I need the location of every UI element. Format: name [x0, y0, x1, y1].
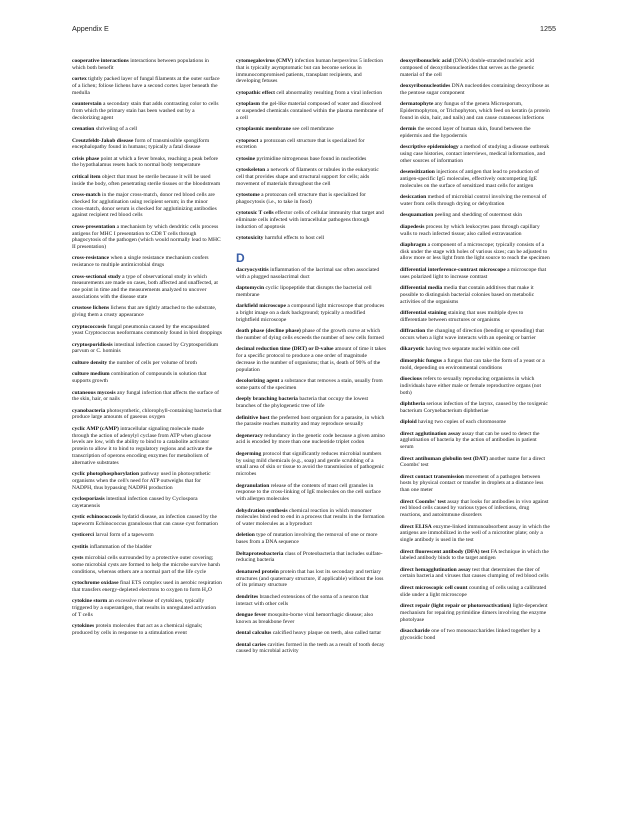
glossary-definition: photosynthetic, chlorophyll-containing bacteria that produce large amounts of gaseous oxygen — [72, 407, 222, 421]
glossary-entry — [236, 433, 386, 447]
glossary-entry — [72, 426, 222, 467]
glossary-term: cytostome — [236, 192, 260, 199]
glossary-term: cross-resistance — [72, 255, 110, 262]
glossary-term: dengue fever — [236, 611, 267, 618]
glossary-entry — [400, 267, 550, 281]
glossary-definition: staining that uses multiple dyes to differentiate between structures or organisms — [400, 310, 524, 323]
glossary-entry — [236, 346, 386, 373]
glossary-definition: a secondary stain that adds contrasting color to cells from which the primary stain has been washed out by a decolorizing agent — [72, 101, 219, 121]
glossary-definition: in the major cross-match, donor red blood cells are checked for agglutination using recipient serum; in the minor cross-match, donor serum is checked for agglutinizing antibodies against recipient red blood cells — [72, 192, 217, 219]
glossary-term: diploid — [400, 419, 417, 426]
glossary-columns — [72, 58, 558, 793]
glossary-definition: enzyme-linked immunoabsorbent assay in which the antigens are immobilized in the well of a microtiter plate; only a single antibody is used in the test — [400, 523, 550, 544]
glossary-term: direct repair (light repair or photoreactivation) — [400, 603, 512, 610]
glossary-column-2 — [236, 58, 386, 660]
glossary-term: cysts — [72, 555, 84, 562]
glossary-term: cytochrome oxidase — [72, 580, 119, 587]
glossary-term: dioecious — [400, 376, 422, 382]
glossary-definition: inflammation of the lacrimal sac often associated with a plugged nasolacrimal duct — [236, 266, 380, 280]
glossary-entry — [236, 532, 386, 546]
glossary-entry — [72, 623, 222, 637]
glossary-term: Creutzfeldt-Jakob disease — [72, 137, 134, 144]
glossary-term: degeneracy — [236, 432, 263, 439]
glossary-definition: harmful effects to host cell — [264, 235, 325, 242]
glossary-entry — [72, 224, 222, 251]
glossary-definition: a component of a microscope; typically consists of a disk under the stage with holes of various sizes; can be adjusted to allow more or less light from the light source to reach the specimen — [400, 241, 550, 262]
glossary-entry — [236, 551, 386, 565]
glossary-term: disaccharide — [400, 628, 430, 634]
glossary-entry — [72, 544, 222, 551]
glossary-definition: a method of studying a disease outbreak using case histories, contact interviews, medical information, and other sources of information — [400, 144, 550, 164]
glossary-term: diaphragm — [400, 241, 427, 248]
glossary-term: dendrites — [236, 593, 259, 600]
glossary-entry — [236, 285, 386, 299]
glossary-term: cross-sectional study — [72, 273, 121, 280]
glossary-definition: assay that can be used to detect the agglutination of bacteria by the action of antibodies in patient serum — [400, 430, 540, 451]
glossary-definition: protein that has lost its secondary and tertiary structures (and quaternary structure, if applicable) without the loss of its primary structure — [236, 568, 384, 589]
glossary-entry — [236, 303, 386, 323]
glossary-definition: counting of cells using a calibrated slide under a light microscope — [400, 584, 547, 598]
glossary-entry — [236, 451, 386, 478]
glossary-entry — [72, 192, 222, 219]
glossary-entry — [236, 90, 386, 97]
glossary-term: culture density — [72, 359, 108, 366]
glossary-term: differential interference-contrast microscope — [400, 266, 506, 273]
glossary-definition: FA technique in which the labeled antibody binds to the target antigen — [400, 548, 549, 562]
glossary-definition: a network of filaments or tubules in the eukaryotic cell that provides shape and structural support for cells; aids movement of materials throughout the cell — [236, 167, 379, 187]
glossary-term: direct antihuman globulin test (DAT) — [400, 455, 488, 462]
glossary-definition: mosquito-borne viral hemorrhagic disease; also known as breakbone fever — [236, 611, 374, 625]
glossary-entry — [400, 224, 550, 238]
glossary-definition: any fungus of the genera Microsporum, Epidermophyton, or Trichophyton, which feed on keratin (a protein found in skin, hair, and nails) and can cause cutaneous infections — [400, 101, 550, 121]
glossary-term: direct contact transmission — [400, 473, 464, 480]
glossary-entry — [236, 58, 386, 85]
glossary-definition: cavities formed in the teeth as a result of tooth decay caused by microbial activity — [236, 641, 385, 655]
glossary-definition: a compound light microscope that produces a bright image on a dark background; typically a modified brightfield microscope — [236, 303, 385, 323]
glossary-term: cytokine storm — [72, 598, 108, 605]
glossary-term: diapedesis — [400, 223, 425, 230]
glossary-term: desensitization — [400, 169, 435, 176]
glossary-definition: chemical reaction in which monomer molecules bind end to end in a process that results in the formation of water molecules as a byproduct — [236, 507, 385, 527]
glossary-definition: media that contain additives that make it possible to distinguish bacterial colonies based on metabolic activities of the organisms — [400, 285, 535, 305]
glossary-entry — [72, 255, 222, 269]
glossary-term: desiccation — [400, 194, 427, 201]
glossary-term: deeply branching bacteria — [236, 396, 298, 403]
glossary-term: cytoplasm — [236, 101, 261, 108]
glossary-definition: interactions between populations in which both benefit — [72, 58, 209, 71]
glossary-term: cytokines — [72, 623, 95, 630]
glossary-term: degerming — [236, 450, 262, 457]
glossary-entry — [72, 138, 222, 152]
glossary-definition: serious infection of the larynx, caused by the toxigenic bacterium Corynebacterium diphtheriae — [400, 400, 548, 414]
glossary-term: cytoplasmic membrane — [236, 126, 291, 133]
glossary-entry — [72, 371, 222, 385]
glossary-term: cytotoxic T cells — [236, 210, 274, 217]
page-number: 1255 — [540, 24, 556, 33]
glossary-definition: a microscope that uses polarized light to increase contrast — [400, 266, 547, 280]
glossary-entry — [400, 603, 550, 623]
glossary-entry — [236, 267, 386, 281]
glossary-definition: process by which leukocytes pass through capillary walls to reach infected tissue; also called extravasation — [400, 223, 540, 237]
glossary-definition: branched extensions of the soma of a neuron that interact with other cells — [236, 593, 369, 607]
glossary-entry — [72, 390, 222, 404]
glossary-definition: type of mutation involving the removal of one or more bases from a DNA sequence — [236, 532, 378, 546]
glossary-entry — [400, 358, 550, 372]
glossary-entry — [236, 156, 386, 163]
running-header-title: Appendix E — [72, 24, 109, 33]
glossary-entry — [236, 210, 386, 230]
glossary-definition: test that determines the titer of certain bacteria and viruses that causes clumping of red blood cells — [400, 566, 549, 580]
glossary-entry — [236, 396, 386, 410]
glossary-definition: injections of antigen that lead to production of antigen-specific IgG molecules, effectively outcompeting IgE molecules on the surface of sensitized mast cells for antigen — [400, 169, 539, 189]
glossary-term: decimal reduction time (DRT) or D-value — [236, 346, 334, 353]
glossary-term: dermatophyte — [400, 101, 434, 108]
glossary-definition: combination of compounds in solution that supports growth — [72, 371, 207, 385]
glossary-entry — [400, 169, 550, 189]
glossary-entry — [72, 174, 222, 188]
glossary-entry — [400, 310, 550, 324]
glossary-term: differential staining — [400, 310, 447, 316]
glossary-definition: intracellular signaling molecule made through the action of adenylyl cyclase from ATP when glucose levels are low, with the ability to bind to a catabolite activator protein to allow it to bind to regulatory regions and activate the transcription of operons encoding enzymes for metabolism of alternative substrates — [72, 425, 213, 466]
glossary-definition: the changing of direction (bending or spreading) that occurs when a light wave interacts with an opening or barrier — [400, 328, 544, 341]
glossary-term: cross-presentation — [72, 223, 116, 230]
glossary-term: cyclosporiasis — [72, 496, 105, 502]
glossary-definition: the gel-like material composed of water and dissolved or suspended chemicals contained within the plasma membrane of a cell — [236, 101, 384, 121]
glossary-definition: see cell membrane — [292, 126, 334, 133]
glossary-entry — [236, 630, 386, 637]
glossary-entry — [236, 378, 386, 392]
glossary-definition: a protozoan cell structure that is specialized for excretion — [236, 137, 365, 151]
glossary-term: cytopathic effect — [236, 89, 275, 96]
glossary-term: cystic echinococcosis — [72, 514, 121, 521]
glossary-entry — [236, 642, 386, 656]
glossary-definition: any fungal infection that affects the surface of the skin, hair, or nails — [72, 389, 220, 403]
glossary-definition: shriveling of a cell — [95, 126, 138, 133]
glossary-entry — [72, 274, 222, 301]
glossary-definition: redundancy in the genetic code because a given amino acid is encoded by more than one nucleotide triplet codon — [236, 432, 385, 446]
glossary-definition: DNA nucleotides containing deoxyribose as the pentose sugar component — [400, 82, 550, 96]
glossary-definition: cell abnormality resulting from a viral infection — [276, 89, 383, 96]
glossary-entry — [236, 235, 386, 242]
glossary-term: dental caries — [236, 641, 267, 648]
glossary-term: deoxyribonucleic acid — [400, 58, 452, 64]
glossary-entry — [72, 126, 222, 133]
glossary-entry — [236, 569, 386, 589]
page-header — [72, 24, 556, 34]
glossary-term: crenation — [72, 126, 95, 133]
glossary-term: dacryocystitis — [236, 266, 269, 273]
glossary-definition: inflammation of the bladder — [89, 543, 152, 550]
glossary-entry — [400, 524, 550, 544]
glossary-definition: class of Proteobacteria that includes sulfate-reducing bacteria — [236, 550, 383, 564]
glossary-definition: the preferred host organism for a parasite, in which the parasite reaches maturity and may reproduce sexually — [236, 414, 385, 428]
glossary-term: cryptosporidiosis — [72, 341, 113, 348]
glossary-entry — [400, 549, 550, 563]
glossary-term: diphtheria — [400, 400, 425, 407]
glossary-term: crisis phase — [72, 155, 100, 162]
glossary-definition: refers to sexually reproducing organisms in which individuals have either male or female reproductive organs (not both) — [400, 376, 541, 396]
glossary-entry — [72, 408, 222, 422]
glossary-entry — [236, 328, 386, 342]
glossary-term: daptomycin — [236, 285, 265, 292]
glossary-term: cytoproct — [236, 137, 259, 144]
glossary-entry — [400, 585, 550, 599]
glossary-entry — [400, 285, 550, 305]
glossary-definition: bacteria that occupy the lowest branches of the phylogenetic tree of life — [236, 396, 369, 410]
glossary-term: definitive host — [236, 414, 270, 421]
glossary-term: dikaryotic — [400, 346, 425, 353]
glossary-term: darkfield microscope — [236, 303, 286, 310]
glossary-entry — [72, 471, 222, 491]
glossary-entry — [400, 194, 550, 208]
glossary-term: direct hemagglutination assay — [400, 566, 471, 573]
glossary-definition: pyrimidine nitrogenous base found in nucleotides — [256, 155, 367, 162]
glossary-entry — [72, 360, 222, 367]
glossary-term: cutaneous mycosis — [72, 389, 116, 396]
glossary-definition: a protozoan cell structure that is specialized for phagocytosis (i.e., to take in food) — [236, 192, 366, 205]
section-letter-heading: D — [236, 250, 245, 265]
glossary-entry — [400, 242, 550, 262]
glossary-term: cytoskeleton — [236, 167, 266, 174]
glossary-entry — [72, 580, 222, 594]
glossary-definition: the number of cells per volume of broth — [108, 359, 197, 366]
glossary-entry — [400, 144, 550, 164]
glossary-definition: a mechanism by which dendritic cells process antigens for MHC I presentation to CD8 T cells through phagocytosis of the pathogen (which would normally lead to MHC II presentation) — [72, 223, 221, 250]
glossary-entry — [400, 474, 550, 494]
glossary-definition: assay that looks for antibodies in vivo against red blood cells caused by various types of infections, drug reactions, and autoimmune disorders — [400, 498, 549, 519]
glossary-definition: intestinal infection caused by Cyclospora cayetanensis — [72, 496, 198, 509]
glossary-entry — [400, 567, 550, 581]
glossary-entry — [72, 555, 222, 575]
glossary-definition: lichens that are tightly attached to the substrate, giving them a crusty appearance — [72, 305, 217, 319]
glossary-term: desquamation — [400, 212, 434, 219]
glossary-definition: having two copies of each chromosome — [418, 419, 507, 426]
glossary-entry — [400, 346, 550, 353]
glossary-entry — [400, 499, 550, 519]
glossary-entry — [236, 192, 386, 206]
glossary-definition: point at which a fever breaks, reaching a peak before the hypothalamus resets back to normal body temperature — [72, 155, 219, 169]
glossary-term: Deltaproteobacteria — [236, 550, 284, 557]
glossary-term: cytosine — [236, 155, 256, 162]
glossary-definition: (DNA) double-stranded nucleic acid composed of deoxyribonucleotides that serves as the genetic material of the cell — [400, 58, 535, 78]
glossary-definition: microbial cells surrounded by a protective outer covering; some microbial cysts are formed to help the microbe survive harsh conditions, whereas others are a normal part of the life cycle — [72, 555, 220, 575]
glossary-definition: larval form of a tapeworm — [95, 532, 154, 539]
glossary-entry — [72, 101, 222, 121]
glossary-term: culture medium — [72, 371, 110, 378]
glossary-term: counterstain — [72, 101, 102, 108]
glossary-definition: a type of observational study in which measurements are made on cases, both affected and unaffected, at one point in time and the measurements analyzed to uncover associations with the disease state — [72, 273, 218, 300]
glossary-entry — [400, 376, 550, 396]
glossary-definition: form of transmissible spongiform encephalopathy found in humans; typically a fatal disease — [72, 137, 210, 151]
glossary-definition: a fungus that can take the form of a yeast or a mold, depending on environmental conditions — [400, 357, 545, 371]
glossary-term: degranulation — [236, 482, 270, 489]
glossary-entry — [400, 126, 550, 140]
glossary-term: direct ELISA — [400, 523, 432, 530]
glossary-term: direct Coombs' test — [400, 498, 446, 505]
glossary-entry — [72, 598, 222, 618]
glossary-term: cross-match — [72, 192, 101, 199]
glossary-term: cooperative interactions — [72, 58, 129, 64]
glossary-term: cystitis — [72, 543, 89, 550]
glossary-term: dental calculus — [236, 630, 272, 637]
glossary-term: denatured protein — [236, 568, 279, 575]
glossary-entry — [400, 419, 550, 426]
glossary-definition: method of microbial control involving the removal of water from cells through drying or dehydration — [400, 194, 547, 207]
glossary-entry — [236, 126, 386, 133]
glossary-entry — [400, 456, 550, 470]
glossary-entry — [72, 76, 222, 96]
glossary-term: dehydration synthesis — [236, 507, 288, 514]
glossary-definition: phase of the growth curve at which the number of dying cells exceeds the number of new cells formed — [236, 328, 384, 341]
glossary-term: cyanobacteria — [72, 407, 106, 414]
glossary-entry — [400, 212, 550, 219]
glossary-term: cryptococcosis — [72, 323, 107, 330]
glossary-term: descriptive epidemiology — [400, 144, 459, 151]
glossary-entry — [236, 612, 386, 626]
glossary-definition: release of the contents of mast cell granules in response to the cross-linking of IgE molecules on the cell surface with allergen molecules — [236, 482, 381, 503]
glossary-entry — [72, 532, 222, 539]
glossary-definition: tightly packed layer of fungal filaments at the outer surface of a lichen; foliose lichens have a second cortex layer beneath the medulla — [72, 76, 220, 96]
glossary-definition: a substance that removes a stain, usually from some parts of the specimen — [236, 378, 383, 391]
glossary-entry — [72, 514, 222, 528]
glossary-definition: effector cells of cellular immunity that target and eliminate cells infected with intracellular pathogens through induction of apoptosis — [236, 210, 384, 230]
glossary-term: cortex — [72, 76, 87, 83]
glossary-definition: the second layer of human skin, found between the epidermis and the hypodermis — [400, 126, 531, 139]
glossary-entry — [236, 138, 386, 152]
glossary-term: deoxyribonucleotides — [400, 82, 451, 89]
glossary-entry — [236, 101, 386, 121]
glossary-definition: pathway used in photosynthetic organisms when the cell's need for ATP outweighs that for NADPH, thus bypassing NADPH production — [72, 471, 211, 491]
glossary-definition: calcified heavy plaque on teeth, also called tartar — [272, 630, 382, 637]
glossary-entry — [236, 508, 386, 528]
glossary-term: cyclic photophosphorylation — [72, 471, 140, 478]
glossary-definition: light-dependent mechanism for repairing pyrimidine dimers involving the enzyme photolyase — [400, 603, 548, 623]
glossary-entry — [236, 167, 386, 187]
glossary-entry — [72, 342, 222, 356]
glossary-entry — [236, 594, 386, 608]
glossary-entry — [72, 305, 222, 319]
glossary-term: cyclic AMP (cAMP) — [72, 425, 119, 432]
glossary-definition: intestinal infection caused by Cryptosporidium parvum or C. hominis — [72, 341, 219, 355]
glossary-term: dermis — [400, 126, 417, 133]
glossary-term: critical item — [72, 173, 101, 180]
glossary-definition: peeling and shedding of outermost skin — [434, 212, 523, 219]
glossary-term: cytomegalovirus (CMV) — [236, 58, 294, 64]
glossary-entry — [72, 324, 222, 338]
glossary-term: direct agglutination assay — [400, 430, 461, 437]
glossary-definition: cyclic lipopeptide that disrupts the bacterial cell membrane — [236, 285, 372, 298]
glossary-definition: an excessive release of cytokines, typically triggered by a superantigen, that results in unregulated activation of T cells — [72, 598, 217, 618]
glossary-entry — [72, 156, 222, 170]
glossary-definition: infection human herpesvirus 5 infection that is typically asymptomatic but can become serious in immunocompromised patients, transplant recipients, and developing fetuses — [236, 58, 383, 85]
glossary-definition: having two separate nuclei within one cell — [425, 346, 520, 353]
glossary-entry — [400, 328, 550, 342]
glossary-entry — [236, 483, 386, 503]
glossary-definition: when a single resistance mechanism confers resistance to multiple antimicrobial drugs — [72, 255, 209, 269]
glossary-definition: hydatid disease, an infection caused by the tapeworm Echinococcus granulosus that can cause cyst formation — [72, 514, 218, 527]
glossary-entry — [400, 58, 550, 78]
glossary-term: direct fluorescent antibody (DFA) test — [400, 548, 490, 555]
glossary-term: dimorphic fungus — [400, 357, 443, 364]
glossary-entry — [236, 415, 386, 429]
glossary-entry — [72, 58, 222, 72]
glossary-column-1 — [72, 58, 222, 642]
glossary-term: deletion — [236, 532, 255, 539]
glossary-entry — [72, 496, 222, 510]
glossary-entry — [400, 628, 550, 642]
glossary-definition: protein molecules that act as a chemical signals; produced by cells in response to a stimulation event — [72, 623, 203, 637]
glossary-definition: final ETS complex used in aerobic respiration that transfers energy-depleted electrons to oxygen to form H₂O — [72, 580, 222, 593]
glossary-entry — [400, 83, 550, 97]
glossary-column-3 — [400, 58, 550, 646]
glossary-term: cytotoxicity — [236, 235, 264, 242]
glossary-definition: object that must be sterile because it will be used inside the body, often penetrating sterile tissues or the bloodstream — [72, 173, 221, 187]
glossary-term: diffraction — [400, 328, 426, 335]
glossary-term: direct microscopic cell count — [400, 584, 468, 591]
glossary-term: death phase (decline phase) — [236, 328, 301, 335]
glossary-entry — [400, 101, 550, 121]
glossary-definition: protocol that significantly reduces microbial numbers by using mild chemicals (e.g., soap) and gentle scrubbing of a small area of skin or tissue to avoid the transmission of pathogenic microbes — [236, 450, 385, 478]
glossary-definition: another name for a direct Coombs' test — [400, 455, 546, 469]
glossary-definition: one of two monosaccharides linked together by a glycosidic bond — [400, 628, 541, 641]
glossary-term: decolorizing agent — [236, 378, 280, 385]
glossary-definition: movement of a pathogen between hosts by physical contact or transfer in droplets at a distance less than one meter — [400, 473, 544, 494]
glossary-definition: fungal pneumonia caused by the encapsulated yeast Cryptococcus neoformans commonly found in bird droppings — [72, 323, 222, 337]
glossary-term: cysticerci — [72, 532, 95, 539]
glossary-term: crustose lichens — [72, 305, 110, 312]
glossary-term: differential media — [400, 285, 443, 292]
glossary-definition: amount of time it takes for a specific protocol to produce a one order of magnitude decrease in the number of organisms; that is, death of 90% of the population — [236, 346, 386, 373]
glossary-entry — [400, 401, 550, 415]
glossary-entry — [400, 431, 550, 451]
